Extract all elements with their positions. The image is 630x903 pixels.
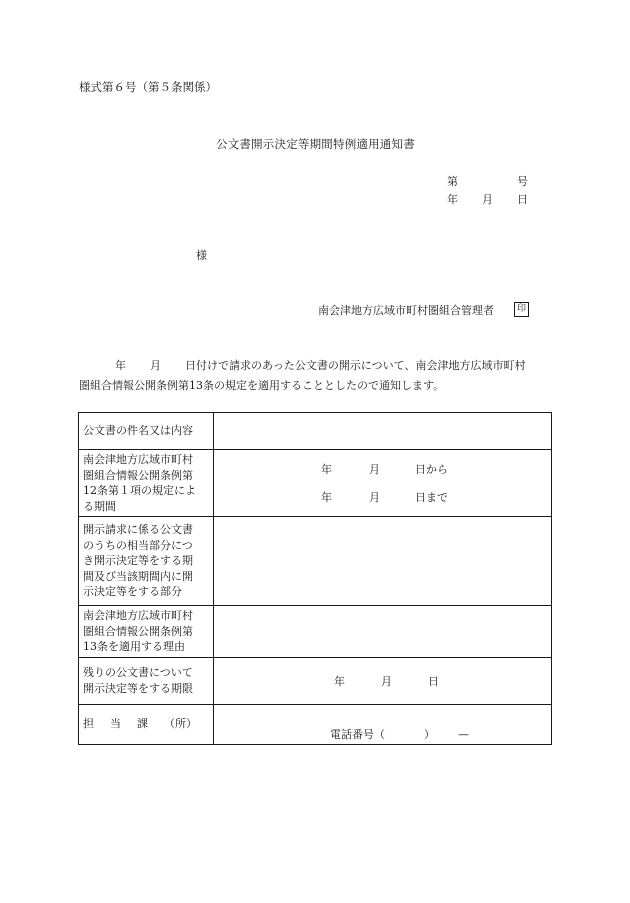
body-month: 月 [150,359,161,372]
dept-char: 課 [137,717,148,731]
deadline-year: 年 [334,674,345,688]
period-from-day: 日から [415,463,448,476]
remaining-deadline-field [214,657,552,704]
information-table [78,412,552,745]
department-label [79,704,214,744]
table-row [79,606,552,658]
table-row [79,704,552,744]
label-line: 12条第１項の規定によ [83,484,196,497]
label-line: 圏組合情報公開条例第 [83,468,193,482]
sender-name: 南会津地方広域市町村圏組合管理者 [318,304,494,317]
period-from-year: 年 [321,463,332,476]
period-to-month: 月 [369,491,380,504]
period-to-day: 日まで [415,491,448,504]
document-subject-field [214,413,552,450]
body-year: 年 [115,359,126,372]
label-line: 開示請求に係る公文書 [83,523,193,537]
seal-mark: 印 [514,302,529,317]
phone-dash: — [458,727,469,741]
label-line: のうちの相当部分につ [83,538,193,552]
body-text-first: 日付けで請求のあった公文書の開示について、南会津地方広域市町村 [185,359,526,372]
table-row [79,657,552,704]
label-line: 南会津地方広域市町村 [83,453,193,466]
label-line: き開示決定等をする期 [83,554,193,568]
addressee-honorific: 様 [196,249,207,262]
phone-close-paren: ） [424,727,435,741]
standard-period-field [214,450,552,517]
reason-field [214,606,552,658]
document-title: 公文書開示決定等期間特例適用通知書 [216,137,415,151]
table-row [79,517,552,606]
phone-label: 電話番号（ [330,727,385,741]
issue-date-year: 年 [447,193,458,206]
form-number: 様式第６号（第５条関係） [79,80,217,94]
dept-char: 当 [110,717,121,731]
deadline-month: 月 [381,674,392,688]
label-line: 間及び当該期間内に開 [83,569,193,583]
table-row [79,413,552,450]
standard-period-label [79,450,214,517]
dept-char: （所） [164,717,197,731]
label-line: 残りの公文書について [83,666,193,679]
reason-label [79,606,214,658]
label-line: 示決定等をする部分 [83,585,182,599]
label-line: 南会津地方広域市町村 [83,609,193,622]
label-line: 開示決定等をする期限 [83,681,193,695]
label-line: る期間 [83,499,116,513]
notice-number-suffix: 号 [517,175,528,188]
deadline-day: 日 [428,674,439,688]
remaining-deadline-label [79,657,214,704]
table-row [79,450,552,517]
label-line: 公文書の件名又は内容 [83,424,193,438]
issue-date-month: 月 [482,193,493,206]
label-line [83,717,197,730]
label-line: 圏組合情報公開条例第 [83,624,193,638]
partial-decision-label [79,517,214,606]
period-from-month: 月 [369,463,380,476]
label-line: 13条を適用する理由 [83,640,185,653]
dept-char: 担 [83,717,94,731]
partial-decision-field [214,517,552,606]
document-subject-label [79,413,214,450]
department-field [214,704,552,744]
period-to-year: 年 [321,491,332,504]
body-text-line-2: 圏組合情報公開条例第13条の規定を適用することとしたので通知します。 [79,379,445,392]
notice-number-prefix: 第 [447,175,458,188]
issue-date-day: 日 [517,193,528,206]
